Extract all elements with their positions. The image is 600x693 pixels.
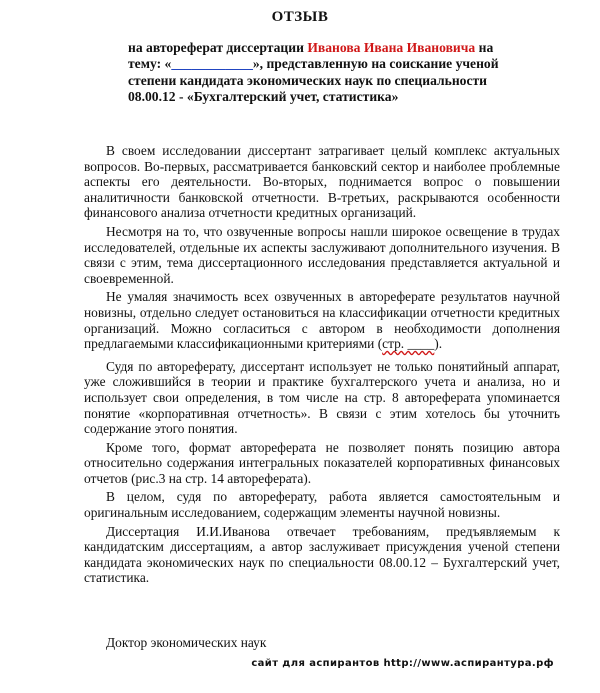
paragraph-3 [84, 289, 560, 351]
author-name: Иванова Ивана Ивановича [307, 40, 476, 55]
paragraph-6: В целом, судя по автореферату, работа является самостоятельным и оригинальным исследованием, содержащим элементы научной новизны. [84, 489, 560, 521]
paragraph-4: Судя по автореферату, диссертант использует не только понятийный аппарат, уже сложившийся в теории и практике бухгалтерского учета и анализа, но и использует свои определения, в том числе на стр. 8 автореферата упоминается понятие «корпоративная отчетность». В связи с этим хотелось бы уточнить содержание этого понятия. [84, 358, 560, 437]
review-subject [128, 40, 528, 106]
paragraph-2: Несмотря на то, что озвученные вопросы нашли широкое освещение в трудах исследователей, отдельные их аспекты заслуживают дополнительного изучения. В связи с этим, тема диссертационного исследования представляется актуальной и своевременной. [84, 223, 560, 286]
subject-prefix: на автореферат диссертации [128, 40, 304, 55]
topic-suffix: », представленную на соискание ученой степени кандидата экономических наук по специальности 08.00.12 - «Бухгалтерский учет, статистика» [128, 56, 499, 105]
page-reference: стр. ____ [382, 336, 435, 352]
paragraph-3-text: Не умаляя значимость всех озвученных в автореферате результатов научной новизны, отдельно следует остановиться на классификации отчетности кредитных организаций. Можно согласиться с автором в необходимости дополнения предлагаемыми классификационными критериями ( [84, 289, 560, 352]
review-body [84, 143, 560, 586]
paragraph-3-end: ). [434, 336, 443, 352]
paragraph-1: В своем исследовании диссертант затрагивает целый комплекс актуальных вопросов. Во-первых, рассматривается банковский сектор и наиболее проблемные аспекты его деятельности. Во-вторых, поднимается вопрос о повышении аналитичности банковской отчетности. В-третьих, раскрываются особенности финансового анализа отчетности кредитных организаций. [84, 143, 560, 221]
topic-blank: ____________ [171, 56, 253, 72]
paragraph-7: Диссертация И.И.Иванова отвечает требованиям, предъявляемым к кандидатским диссертациям, а автор заслуживает присуждения ученой степени кандидата экономических наук по специальности 08.00.12 – Бухгалтерский учет, статистика. [84, 523, 560, 586]
document-title: ОТЗЫВ [271, 9, 329, 25]
signature-line: Доктор экономических наук [106, 635, 267, 650]
paragraph-5: Кроме того, формат автореферата не позволяет понять позицию автора относительно содержания интегральных показателей корпоративных финансовых отчетов (рис.3 на стр. 14 автореферата). [84, 439, 560, 486]
topic-prefix: на тему: « [128, 40, 494, 72]
site-footer: сайт для аспирантов http://www.аспирантура.рф [251, 658, 554, 669]
